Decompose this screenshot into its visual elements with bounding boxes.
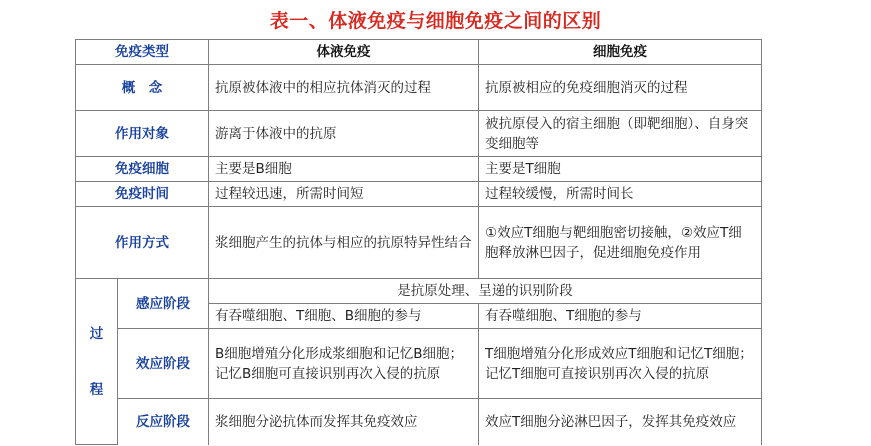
row-cellular: 被抗原侵入的宿主细胞（即靶细胞）、自身突变细胞等: [479, 111, 762, 157]
table-row: [76, 157, 762, 182]
header-type: 免疫类型: [76, 40, 209, 65]
row-label: 作用对象: [76, 111, 209, 157]
row-cellular: 过程较缓慢，所需时间长: [479, 182, 762, 207]
row-label: 免疫细胞: [76, 157, 209, 182]
table-row: [76, 65, 762, 111]
reaction-cellular: 效应T细胞分泌淋巴因子，发挥其免疫效应: [479, 399, 762, 445]
process-row: [76, 329, 762, 399]
row-humoral: 游离于体液中的抗原: [209, 111, 479, 157]
effector-cellular: T细胞增殖分化形成效应T细胞和记忆T细胞；记忆T细胞可直接识别再次入侵的抗原: [479, 329, 762, 399]
sensing-cellular: 有吞噬细胞、T细胞的参与: [479, 304, 762, 329]
table-row: [76, 111, 762, 157]
stage-reaction: 反应阶段: [118, 399, 209, 445]
stage-effector: 效应阶段: [118, 329, 209, 399]
effector-humoral: B细胞增殖分化形成浆细胞和记忆B细胞；记忆B细胞可直接识别再次入侵的抗原: [209, 329, 479, 399]
row-label: 作用方式: [76, 207, 209, 279]
header-row: [76, 40, 762, 65]
process-shared-row: [76, 279, 762, 304]
table-title: 表一、体液免疫与细胞免疫之间的区别: [269, 10, 602, 32]
process-row: [76, 399, 762, 445]
row-humoral: 主要是B细胞: [209, 157, 479, 182]
comparison-table: [75, 39, 762, 445]
process-label-top: 过: [89, 325, 104, 342]
row-cellular: 主要是T细胞: [479, 157, 762, 182]
row-humoral: 浆细胞产生的抗体与相应的抗原特异性结合: [209, 207, 479, 279]
process-label-bottom: 程: [89, 381, 104, 398]
row-label: 概 念: [76, 65, 209, 111]
row-label: 免疫时间: [76, 182, 209, 207]
row-cellular: 抗原被相应的免疫细胞消灭的过程: [479, 65, 762, 111]
sensing-humoral: 有吞噬细胞、T细胞、B细胞的参与: [209, 304, 479, 329]
row-humoral: 抗原被体液中的相应抗体消灭的过程: [209, 65, 479, 111]
stage-sensing: 感应阶段: [118, 279, 209, 329]
sensing-shared: 是抗原处理、呈递的识别阶段: [209, 279, 762, 304]
table-row: [76, 182, 762, 207]
table-row: [76, 207, 762, 279]
header-humoral: 体液免疫: [209, 40, 479, 65]
reaction-humoral: 浆细胞分泌抗体而发挥其免疫效应: [209, 399, 479, 445]
process-label: [76, 279, 118, 445]
header-cellular: 细胞免疫: [479, 40, 762, 65]
row-humoral: 过程较迅速，所需时间短: [209, 182, 479, 207]
row-cellular: ①效应T细胞与靶细胞密切接触，②效应T细胞释放淋巴因子，促进细胞免疫作用: [479, 207, 762, 279]
